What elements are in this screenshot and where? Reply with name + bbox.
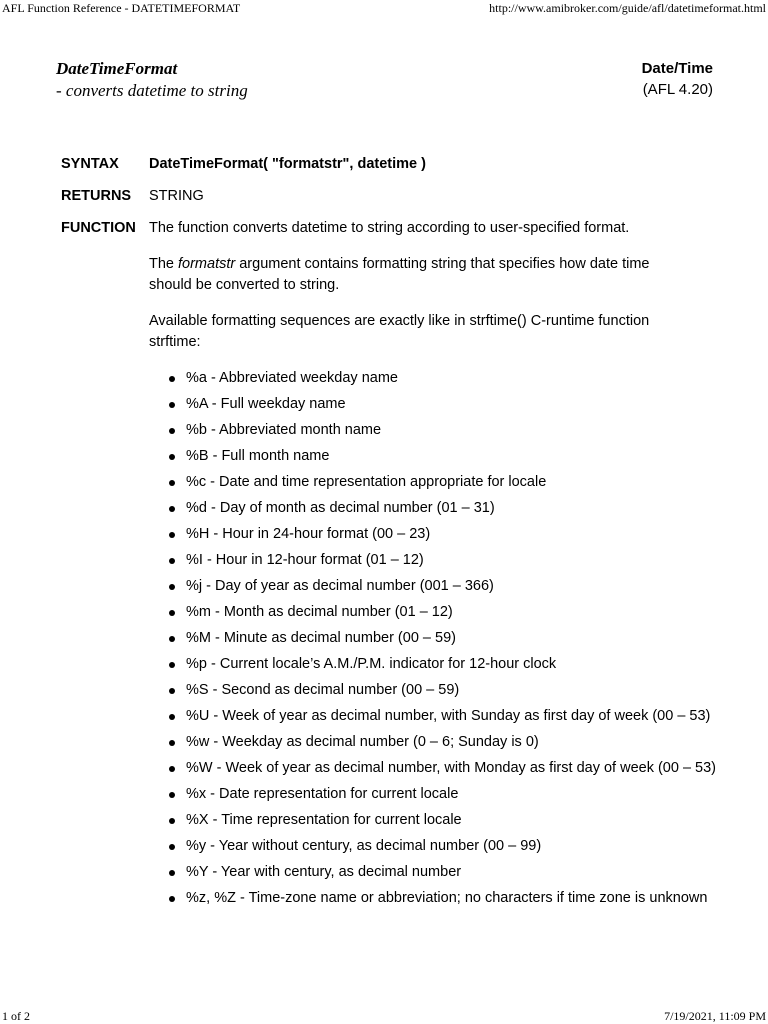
list-item: %j - Day of year as decimal number (001 – 366) xyxy=(168,576,728,597)
formatstr-paragraph xyxy=(149,254,689,296)
print-timestamp: 7/19/2021, 11:09 PM xyxy=(664,1009,766,1023)
function-title-block xyxy=(56,58,248,102)
list-item: %a - Abbreviated weekday name xyxy=(168,368,728,389)
afl-version: (AFL 4.20) xyxy=(642,81,713,98)
list-item: %X - Time representation for current locale xyxy=(168,810,728,831)
list-item: %z, %Z - Time-zone name or abbreviation; no characters if time zone is unknown xyxy=(168,888,728,909)
paragraph-text: The xyxy=(149,256,179,272)
function-intro: The function converts datetime to string according to user-specified format. xyxy=(149,220,630,236)
list-item: %x - Date representation for current locale xyxy=(168,784,728,805)
document-title: AFL Function Reference - DATETIMEFORMAT xyxy=(2,1,241,15)
function-description: - converts datetime to string xyxy=(56,81,248,100)
list-item: %d - Day of month as decimal number (01 – 31) xyxy=(168,498,728,519)
list-item: %b - Abbreviated month name xyxy=(168,420,728,441)
returns-value: STRING xyxy=(149,188,204,204)
formatstr-argument: formatstr xyxy=(178,256,236,272)
list-item: %w - Weekday as decimal number (0 – 6; Sunday is 0) xyxy=(168,732,728,753)
list-item: %Y - Year with century, as decimal number xyxy=(168,862,728,883)
format-codes-list xyxy=(168,368,728,914)
list-item: %I - Hour in 12-hour format (01 – 12) xyxy=(168,550,728,571)
paragraph-text: argument contains formatting string that specifies how date time should be converted to string. xyxy=(149,256,650,293)
function-name: DateTimeFormat xyxy=(56,59,178,78)
syntax-label: SYNTAX xyxy=(61,156,119,172)
list-item: %H - Hour in 24-hour format (00 – 23) xyxy=(168,524,728,545)
list-item: %y - Year without century, as decimal number (00 – 99) xyxy=(168,836,728,857)
returns-label: RETURNS xyxy=(61,188,132,204)
list-item: %W - Week of year as decimal number, with Monday as first day of week (00 – 53) xyxy=(168,758,728,779)
category-block xyxy=(642,58,713,100)
syntax-value: DateTimeFormat( "formatstr", datetime ) xyxy=(149,156,426,172)
page-number: 1 of 2 xyxy=(2,1009,30,1023)
list-item: %c - Date and time representation appropriate for locale xyxy=(168,472,728,493)
function-label: FUNCTION xyxy=(61,220,136,236)
list-item: %p - Current locale’s A.M./P.M. indicator for 12-hour clock xyxy=(168,654,728,675)
list-item: %m - Month as decimal number (01 – 12) xyxy=(168,602,728,623)
list-item: %U - Week of year as decimal number, with Sunday as first day of week (00 – 53) xyxy=(168,706,728,727)
list-item: %A - Full weekday name xyxy=(168,394,728,415)
list-item: %M - Minute as decimal number (00 – 59) xyxy=(168,628,728,649)
page-url[interactable]: http://www.amibroker.com/guide/afl/datetimeformat.html xyxy=(489,1,766,15)
list-item: %S - Second as decimal number (00 – 59) xyxy=(168,680,728,701)
available-sequences-paragraph: Available formatting sequences are exactly like in strftime() C-runtime function strftime: xyxy=(149,313,650,350)
function-category: Date/Time xyxy=(641,60,713,77)
list-item: %B - Full month name xyxy=(168,446,728,467)
